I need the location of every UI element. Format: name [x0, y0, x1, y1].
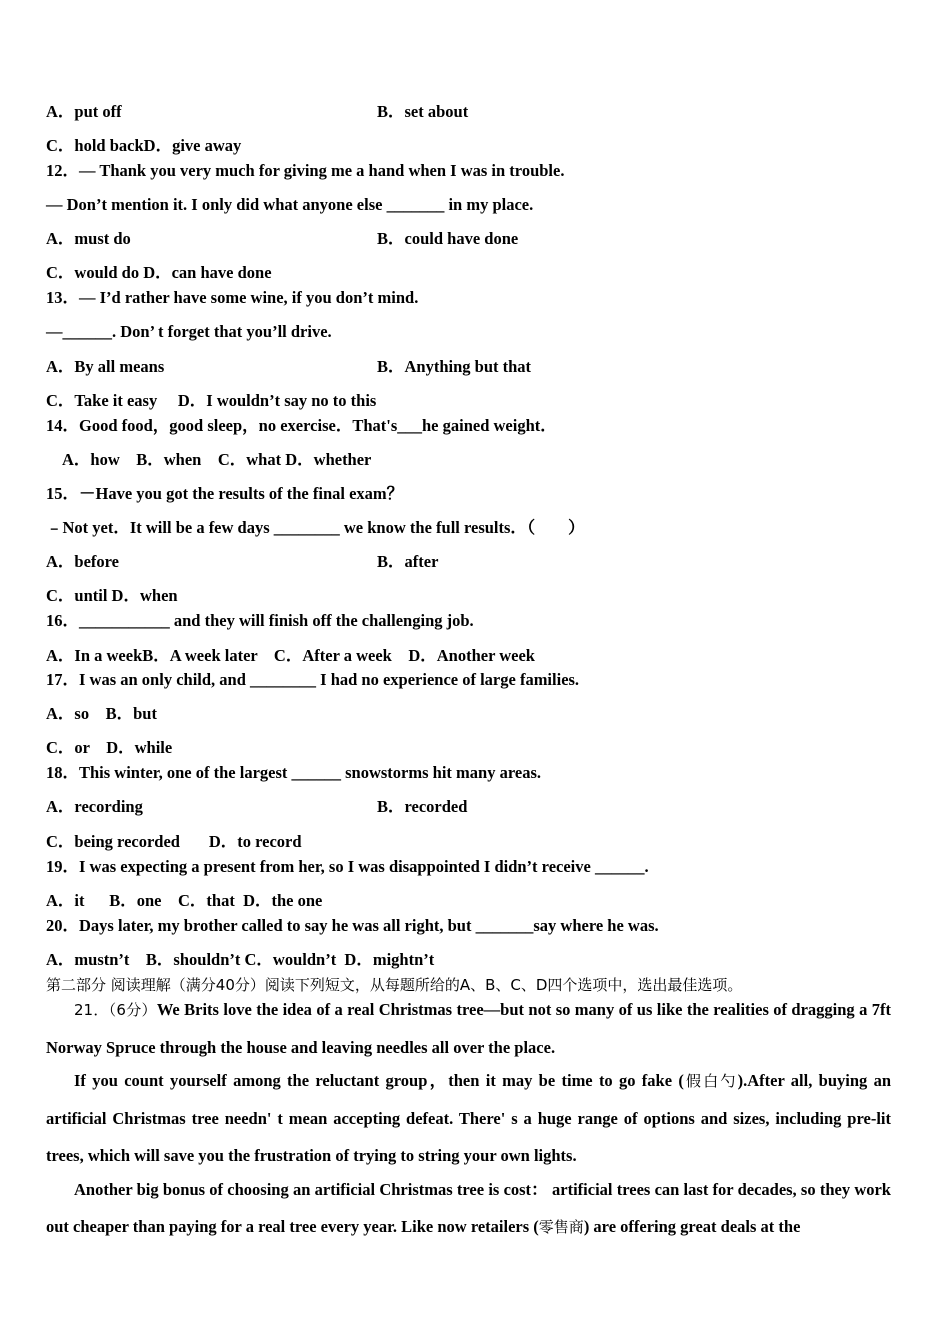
q15-stem: 15．－Have you got the results of the final exam？	[46, 484, 404, 503]
q11-option-a: A．put off	[46, 102, 122, 121]
q11-options-cd: C．hold backD．give away	[46, 136, 242, 155]
q15-options-cd: C．until D．when	[46, 586, 178, 605]
passage-paragraph-2	[46, 1062, 891, 1174]
q17-options-ab: A．so B．but	[46, 704, 157, 723]
q16-stem: 16．___________ and they will finish off the challenging job.	[46, 611, 474, 630]
q16-options: A．In a weekB．A week later C．After a week D．Another week	[46, 646, 535, 665]
q20-options: A．mustn’t B．shouldn’t C．wouldn’t D．mightn’t	[46, 950, 435, 969]
q12-options-cd: C．would do D．can have done	[46, 263, 272, 282]
q13-stem: 13．— I’d rather have some wine, if you don’t mind.	[46, 288, 419, 307]
paragraph-3-gloss: 零售商	[538, 1218, 584, 1236]
q12-option-b: B．could have done	[377, 229, 519, 248]
q19-options: A．it B．one C．that D．the one	[46, 891, 323, 910]
paragraph-3-text-start: Another big bonus of choosing an artificial Christmas tree is cost： artificial trees can last for decades, so they work out cheaper than paying for a real tree every year. Like now retailers (	[46, 1180, 891, 1236]
q13-response: —______. Don’ t forget that you’ll drive.	[46, 322, 332, 341]
paragraph-1-text: We Brits love the idea of a real Christmas tree—but not so many of us like the realities of dragging a 7ft Norway Spruce through the house and leaving needles all over the place.	[46, 1000, 891, 1057]
q18-option-b: B．recorded	[377, 797, 468, 816]
paragraph-2-gloss: 假白勺	[683, 1072, 738, 1090]
q14-stem: 14．Good food，good sleep，no exercise．That's___he gained weight．	[46, 416, 557, 435]
q11-option-b: B．set about	[377, 102, 469, 121]
q13-options-cd: C．Take it easy D．I wouldn’t say no to this	[46, 391, 377, 410]
paragraph-2-text-start: If you count yourself among the reluctant group，then it may be time to go fake (	[74, 1071, 684, 1090]
q12-option-a: A．must do	[46, 229, 131, 248]
question-21-number: 21．（6分）	[74, 1001, 157, 1019]
q13-option-a: A．By all means	[46, 357, 165, 376]
q14-options: A．how B．when C．what D．whether	[62, 450, 372, 469]
q18-options-cd: C．being recorded D．to record	[46, 832, 302, 851]
q19-stem: 19．I was expecting a present from her, so I was disappointed I didn’t receive ______.	[46, 857, 649, 876]
paragraph-3-text-end: ) are offering great deals at the	[583, 1217, 801, 1236]
q13-option-b: B．Anything but that	[377, 357, 532, 376]
q17-stem: 17．I was an only child, and ________ I had no experience of large families.	[46, 670, 580, 689]
q17-options-cd: C．or D．while	[46, 738, 173, 757]
paragraph-2-text-end: ).After all, buying an artificial Christmas tree needn' t mean accepting defeat. There' s a huge range of options and sizes, including pre-lit trees, which will save you the frustration of trying to string your own lights.	[46, 1071, 891, 1165]
q20-stem: 20．Days later, my brother called to say he was all right, but _______say where he was.	[46, 916, 659, 935]
q12-stem: 12．— Thank you very much for giving me a hand when I was in trouble.	[46, 161, 565, 180]
passage-paragraph-3	[46, 1171, 891, 1246]
q12-response: — Don’t mention it. I only did what anyone else _______ in my place.	[46, 195, 534, 214]
q15-option-a: A．before	[46, 552, 120, 571]
section-2-heading: 第二部分 阅读理解（满分40分）阅读下列短文，从每题所给的A、B、C、D四个选项中，选出最佳选项。	[46, 976, 743, 994]
passage-paragraph-1	[46, 991, 891, 1066]
q15-option-b: B．after	[377, 552, 439, 571]
q15-response: ﹣Not yet．It will be a few days ________ we know the full results．（ ）	[46, 518, 585, 537]
q18-option-a: A．recording	[46, 797, 143, 816]
q18-stem: 18．This winter, one of the largest ______ snowstorms hit many areas.	[46, 763, 541, 782]
